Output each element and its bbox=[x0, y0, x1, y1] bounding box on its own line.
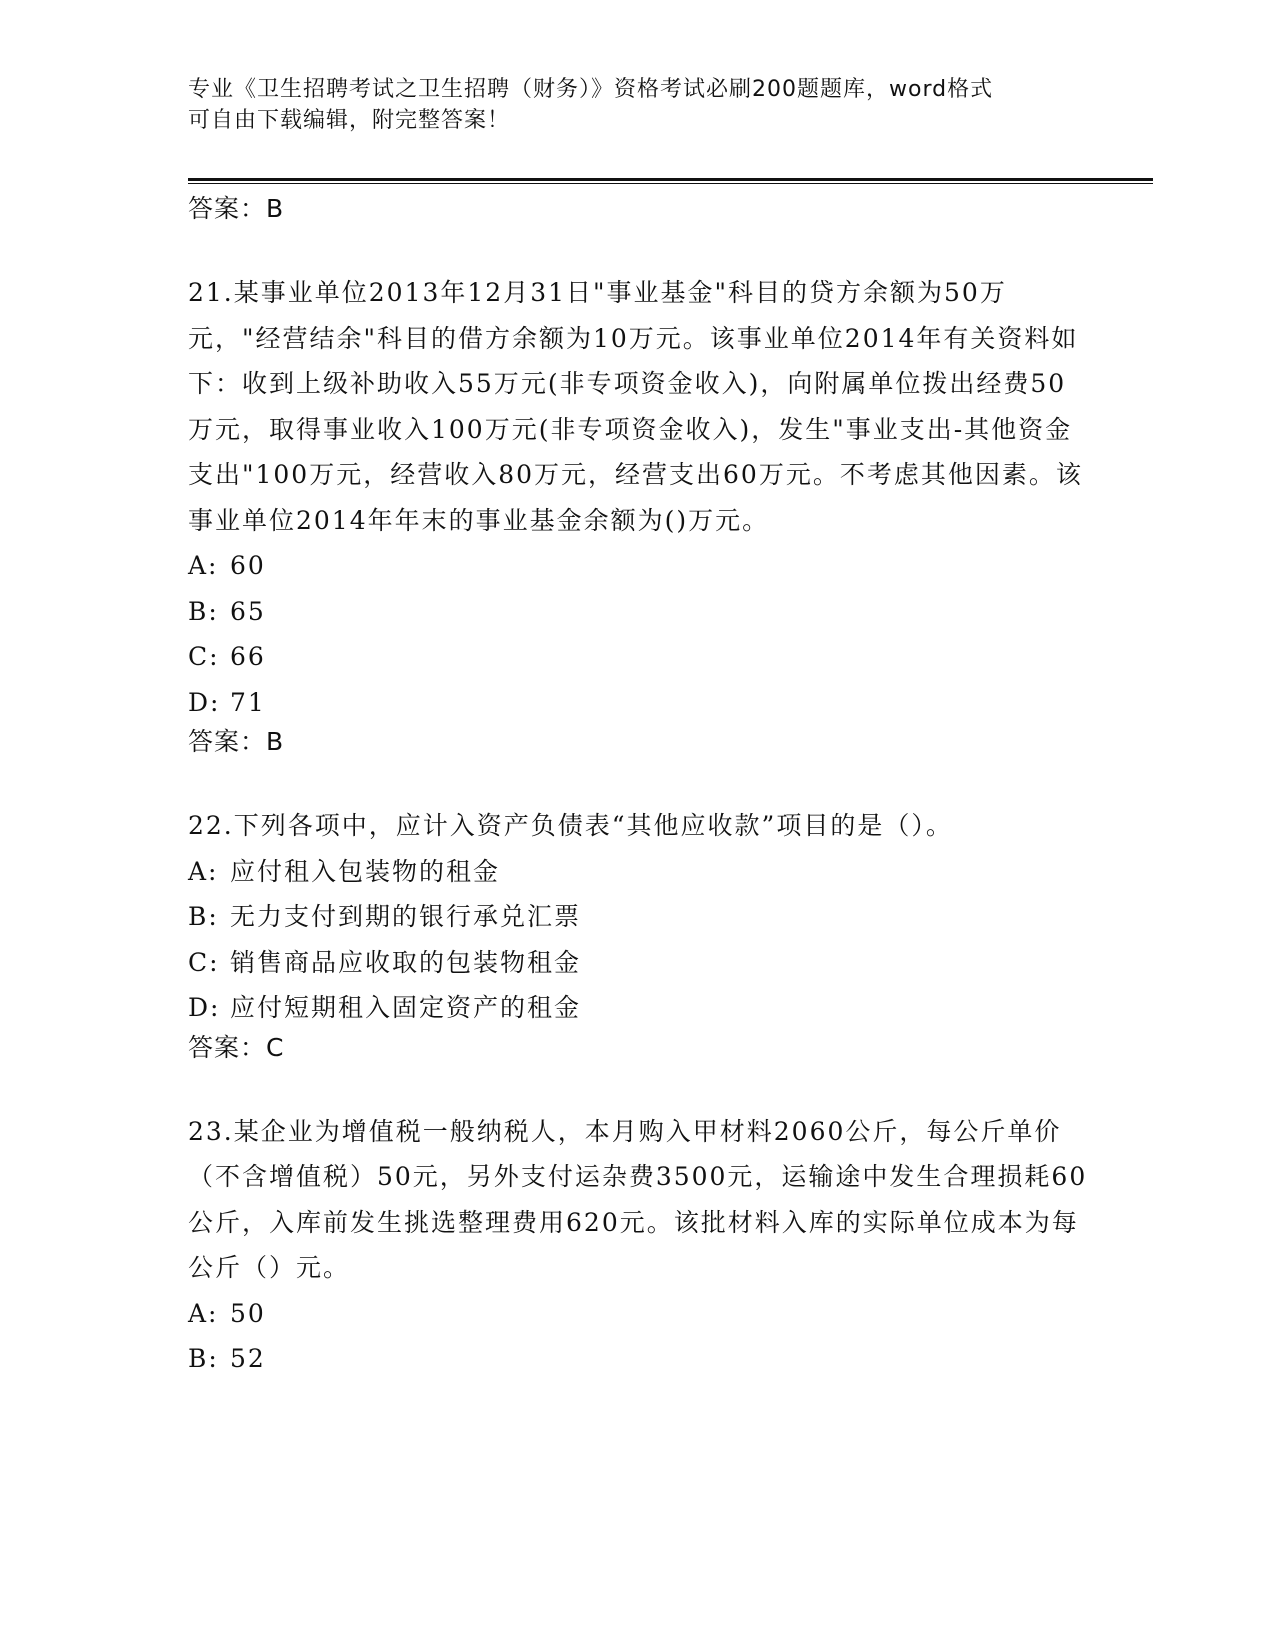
header-divider-thin bbox=[188, 183, 1153, 184]
option-text: 71 bbox=[230, 687, 266, 717]
option-c bbox=[188, 634, 1088, 680]
option-b bbox=[188, 589, 1088, 635]
option-key: C: bbox=[188, 642, 220, 671]
option-a bbox=[188, 543, 1088, 589]
option-key: B: bbox=[188, 902, 219, 931]
question-stem: 21.某事业单位2013年12月31日"事业基金"科目的贷方余额为50万元，"经营结余"科目的借方余额为10万元。该事业单位2014年有关资料如下：收到上级补助收入55万元(非专项资金收入)，向附属单位拨出经费50万元，取得事业收入100万元(非专项资金收入)，发生"事业支出-其他资金支出"100万元，经营收入80万元，经营支出60万元。不考虑其他因素。该事业单位2014年年末的事业基金余额为()万元。 bbox=[188, 278, 1083, 535]
option-text: 无力支付到期的银行承兑汇票 bbox=[230, 902, 582, 931]
option-b bbox=[188, 1336, 1088, 1382]
option-d bbox=[188, 680, 1088, 726]
option-key: A: bbox=[188, 856, 219, 886]
header-divider-thick bbox=[188, 178, 1153, 181]
option-a bbox=[188, 1291, 1088, 1337]
option-key: C: bbox=[188, 947, 220, 977]
option-key: A: bbox=[188, 1298, 219, 1328]
option-text: 应付租入包装物的租金 bbox=[230, 856, 501, 886]
option-b bbox=[188, 894, 1088, 940]
option-text: 应付短期租入固定资产的租金 bbox=[230, 993, 582, 1022]
option-key: D: bbox=[188, 687, 221, 717]
answer-previous: 答案：B bbox=[188, 194, 285, 223]
option-a bbox=[188, 849, 1088, 895]
option-d bbox=[188, 985, 1088, 1031]
question-22 bbox=[188, 803, 1088, 1065]
question-stem: 23.某企业为增值税一般纳税人，本月购入甲材料2060公斤，每公斤单价（不含增值税）50元，另外支付运杂费3500元，运输途中发生合理损耗60公斤，入库前发生挑选整理费用620元。该批材料入库的实际单位成本为每公斤（）元。 bbox=[188, 1116, 1088, 1282]
header-line-1: 专业《卫生招聘考试之卫生招聘（财务）》资格考试必刷200题题库，word格式 bbox=[188, 77, 994, 102]
option-key: A: bbox=[188, 551, 219, 580]
header-line-2: 可自由下载编辑，附完整答案！ bbox=[188, 108, 511, 133]
question-23 bbox=[188, 1109, 1088, 1382]
option-text: 52 bbox=[230, 1344, 266, 1373]
option-c bbox=[188, 940, 1088, 986]
option-text: 50 bbox=[230, 1298, 266, 1328]
option-text: 销售商品应收取的包装物租金 bbox=[230, 947, 582, 977]
answer-22: 答案：C bbox=[188, 1032, 285, 1062]
option-key: B: bbox=[188, 1344, 219, 1373]
option-text: 65 bbox=[230, 596, 266, 626]
question-21 bbox=[188, 270, 1088, 759]
question-stem: 22.下列各项中，应计入资产负债表“其他应收款”项目的是（）。 bbox=[188, 811, 953, 840]
page-header bbox=[188, 74, 1068, 136]
answer-21: 答案：B bbox=[188, 727, 285, 756]
question-list bbox=[188, 192, 1088, 1382]
option-key: B: bbox=[188, 596, 219, 626]
option-key: D: bbox=[188, 993, 221, 1022]
option-text: 60 bbox=[230, 551, 266, 580]
option-text: 66 bbox=[230, 642, 266, 671]
